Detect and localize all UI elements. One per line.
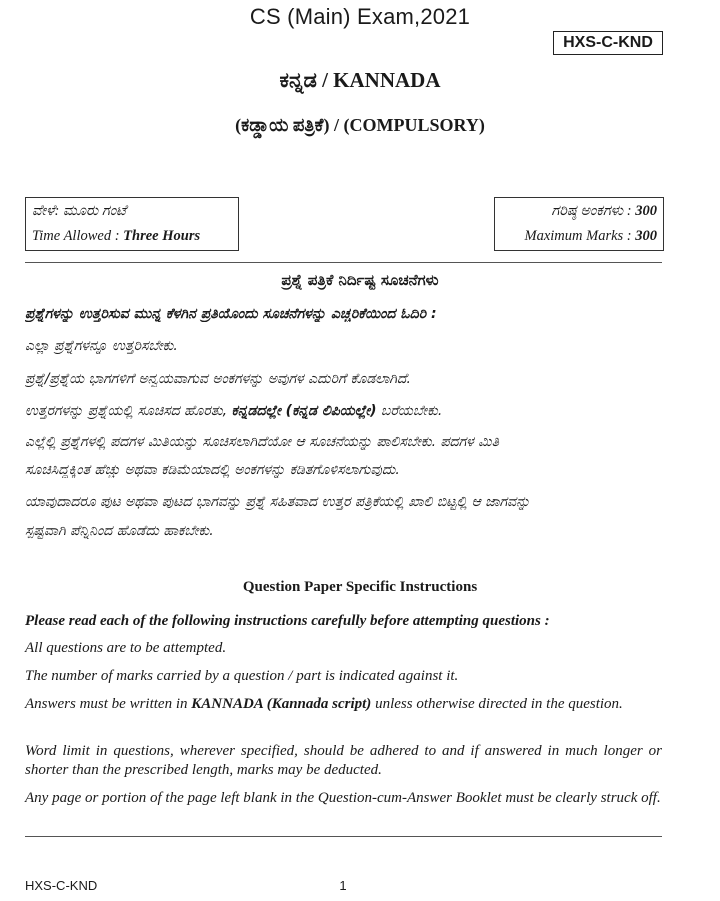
- kannada-item3-emphasis: ಕನ್ನಡದಲ್ಲೇ (ಕನ್ನಡ ಲಿಪಿಯಲ್ಲೇ): [231, 403, 377, 419]
- english-instruction-item: Any page or portion of the page left blank in the Question-cum-Answer Booklet must be clearly struck off.: [25, 790, 661, 806]
- divider-top: [25, 262, 662, 263]
- english-instruction-item: [25, 695, 662, 714]
- maximum-marks-value: 300: [635, 228, 657, 244]
- divider-bottom: [25, 836, 662, 837]
- maximum-marks-english: [501, 228, 657, 245]
- maximum-marks-kannada: [501, 203, 657, 220]
- kannada-item3-start: ಉತ್ತರಗಳನ್ನು ಪ್ರಶ್ನೆಯಲ್ಲಿ ಸೂಚಿಸದ ಹೊರತು,: [25, 403, 232, 419]
- exam-title: CS (Main) Exam,2021: [249, 4, 471, 29]
- maximum-marks-kannada-value: 300: [635, 203, 657, 219]
- english-item3-start: Answers must be written in: [25, 696, 192, 712]
- kannada-instruction-item: ಎಲ್ಲಾ ಪ್ರಶ್ನೆಗಳನ್ನೂ ಉತ್ತರಿಸಬೇಕು.: [25, 338, 178, 354]
- page-number: 1: [339, 878, 347, 893]
- kannada-instruction-item: ಪ್ರಶ್ನೆ/ಪ್ರಶ್ನೆಯ ಭಾಗಗಳಿಗೆ ಅನ್ವಯವಾಗುವ ಅಂಕಗಳನ್ನು ಅವುಗಳ ಎದುರಿಗೆ ಕೊಡಲಾಗಿದೆ.: [25, 371, 411, 387]
- kannada-instructions-intro: ಪ್ರಶ್ನೆಗಳನ್ನು ಉತ್ತರಿಸುವ ಮುನ್ನ ಕೆಳಗಿನ ಪ್ರತಿಯೊಂದು ಸೂಚನೆಗಳನ್ನು ಎಚ್ಚರಿಕೆಯಿಂದ ಓದಿರಿ :: [25, 306, 437, 322]
- kannada-instruction-item-continued: ಸ್ಪಷ್ಟವಾಗಿ ಪೆನ್ನಿನಿಂದ ಹೊಡೆದು ಹಾಕಬೇಕು.: [25, 523, 214, 539]
- time-allowed-kannada: ವೇಳೆ: ಮೂರು ಗಂಟೆ: [32, 203, 127, 219]
- kannada-item3-end: ಬರೆಯಬೇಕು.: [376, 403, 443, 419]
- kannada-instruction-item: ಎಲ್ಲೆಲ್ಲಿ ಪ್ರಶ್ನೆಗಳಲ್ಲಿ ಪದಗಳ ಮಿತಿಯನ್ನು ಸೂಚಿಸಲಾಗಿದೆಯೋ ಆ ಸೂಚನೆಯನ್ನು ಪಾಲಿಸಬೇಕು. ಪದಗಳ ಮಿತಿ: [25, 434, 500, 450]
- paper-code-box: HXS-C-KND: [553, 31, 663, 55]
- english-instruction-item: The number of marks carried by a question / part is indicated against it.: [25, 668, 459, 684]
- time-allowed-box: [25, 197, 239, 251]
- english-instruction-item: All questions are to be attempted.: [25, 640, 227, 656]
- english-item3-emphasis: KANNADA (Kannada script): [191, 696, 372, 712]
- kannada-instructions-heading: ಪ್ರಶ್ನೆ ಪತ್ರಿಕೆ ನಿರ್ದಿಷ್ಟ ಸೂಚನೆಗಳು: [281, 271, 439, 289]
- english-instructions-intro: Please read each of the following instructions carefully before attempting questions :: [25, 613, 550, 629]
- footer-paper-code: HXS-C-KND: [25, 878, 98, 893]
- kannada-instruction-item-continued: ಸೂಚಿಸಿದ್ದಕ್ಕಿಂತ ಹೆಚ್ಚು ಅಥವಾ ಕಡಿಮೆಯಾದಲ್ಲಿ ಅಂಕಗಳನ್ನು ಕಡಿತಗೊಳಿಸಲಾಗುವುದು.: [25, 462, 400, 478]
- english-instruction-item: Word limit in questions, wherever specified, should be adhered to and if answered in much longer or shorter than the prescribed length, marks may be deducted.: [25, 743, 662, 778]
- maximum-marks-box: [494, 197, 664, 251]
- english-instructions-heading: Question Paper Specific Instructions: [242, 579, 478, 595]
- subject-title: ಕನ್ನಡ / KANNADA: [279, 68, 441, 92]
- maximum-marks-label: Maximum Marks :: [524, 228, 636, 244]
- time-allowed-english: [32, 228, 232, 245]
- kannada-instruction-item: ಯಾವುದಾದರೂ ಪುಟ ಅಥವಾ ಪುಟದ ಭಾಗವನ್ನು ಪ್ರಶ್ನೆ ಸಹಿತವಾದ ಉತ್ತರ ಪತ್ರಿಕೆಯಲ್ಲಿ ಖಾಲಿ ಬಿಟ್ಟಲ್ಲಿ ಆ ಜಾಗವನ್ನು: [25, 494, 531, 510]
- subject-subtitle: (ಕಡ್ಡಾಯ ಪತ್ರಿಕೆ) / (COMPULSORY): [235, 115, 485, 135]
- maximum-marks-kannada-label: ಗರಿಷ್ಠ ಅಂಕಗಳು :: [551, 203, 636, 219]
- time-allowed-value: Three Hours: [123, 228, 201, 244]
- time-allowed-label: Time Allowed :: [32, 228, 124, 244]
- kannada-instruction-item: [25, 403, 665, 419]
- english-item3-end: unless otherwise directed in the question.: [371, 696, 623, 712]
